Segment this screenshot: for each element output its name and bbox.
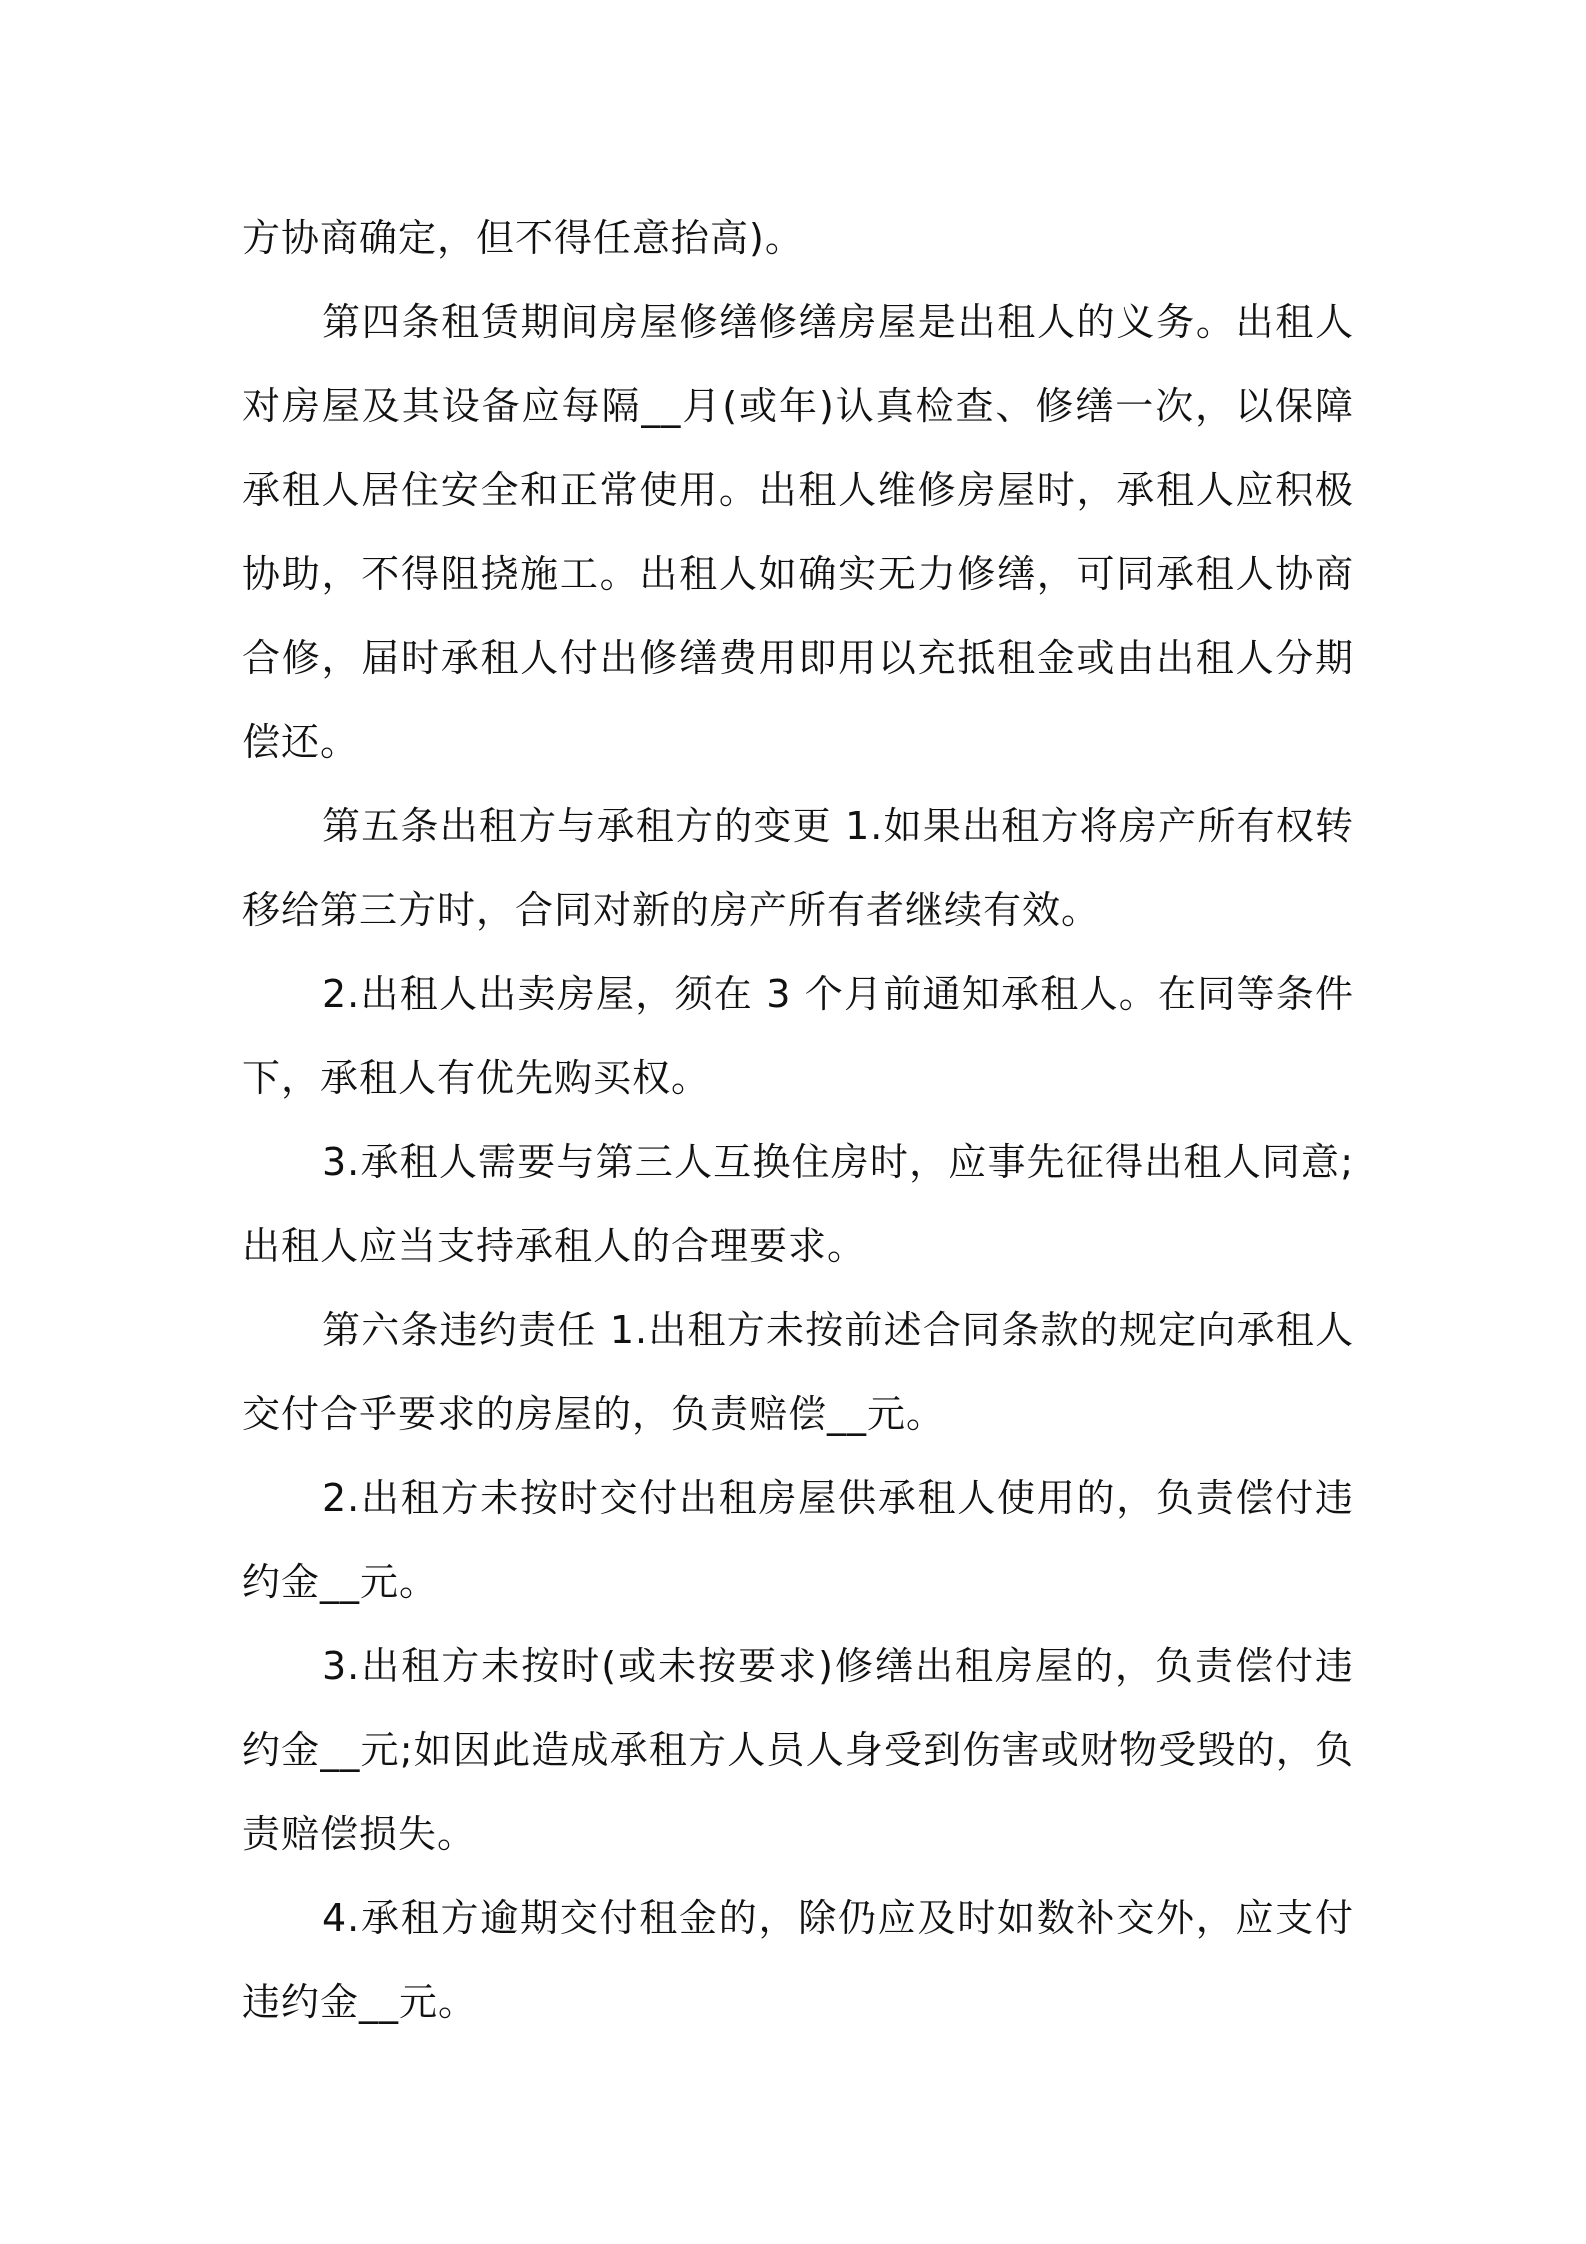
document-body (242, 196, 1354, 2044)
paragraph-article-4-repairs: 第四条租赁期间房屋修缮修缮房屋是出租人的义务。出租人对房屋及其设备应每隔__月(或年)认真检查、修缮一次，以保障承租人居住安全和正常使用。出租人维修房屋时，承租人应积极协助，不得阻挠施工。出租人如确实无力修缮，可同承租人协商合修，届时承租人付出修缮费用即用以充抵租金或由出租人分期偿还。 (242, 300, 1354, 764)
paragraph-article-6-item-3: 3.出租方未按时(或未按要求)修缮出租房屋的，负责偿付违约金__元;如因此造成承租方人员人身受到伤害或财物受毁的，负责赔偿损失。 (242, 1644, 1354, 1856)
paragraph-article-6-liability: 第六条违约责任 1.出租方未按前述合同条款的规定向承租人交付合乎要求的房屋的，负责赔偿__元。 (242, 1308, 1354, 1436)
paragraph-1-continuation: 方协商确定，但不得任意抬高)。 (242, 216, 804, 260)
paragraph-article-6-item-4: 4.承租方逾期交付租金的，除仍应及时如数补交外，应支付违约金__元。 (242, 1896, 1354, 2024)
paragraph-article-6-item-2: 2.出租方未按时交付出租房屋供承租人使用的，负责偿付违约金__元。 (242, 1476, 1354, 1604)
paragraph-article-5-change: 第五条出租方与承租方的变更 1.如果出租方将房产所有权转移给第三方时，合同对新的房产所有者继续有效。 (242, 804, 1354, 932)
paragraph-article-5-item-3: 3.承租人需要与第三人互换住房时，应事先征得出租人同意;出租人应当支持承租人的合理要求。 (242, 1140, 1354, 1268)
paragraph-article-5-item-2: 2.出租人出卖房屋，须在 3 个月前通知承租人。在同等条件下，承租人有优先购买权。 (242, 972, 1354, 1100)
